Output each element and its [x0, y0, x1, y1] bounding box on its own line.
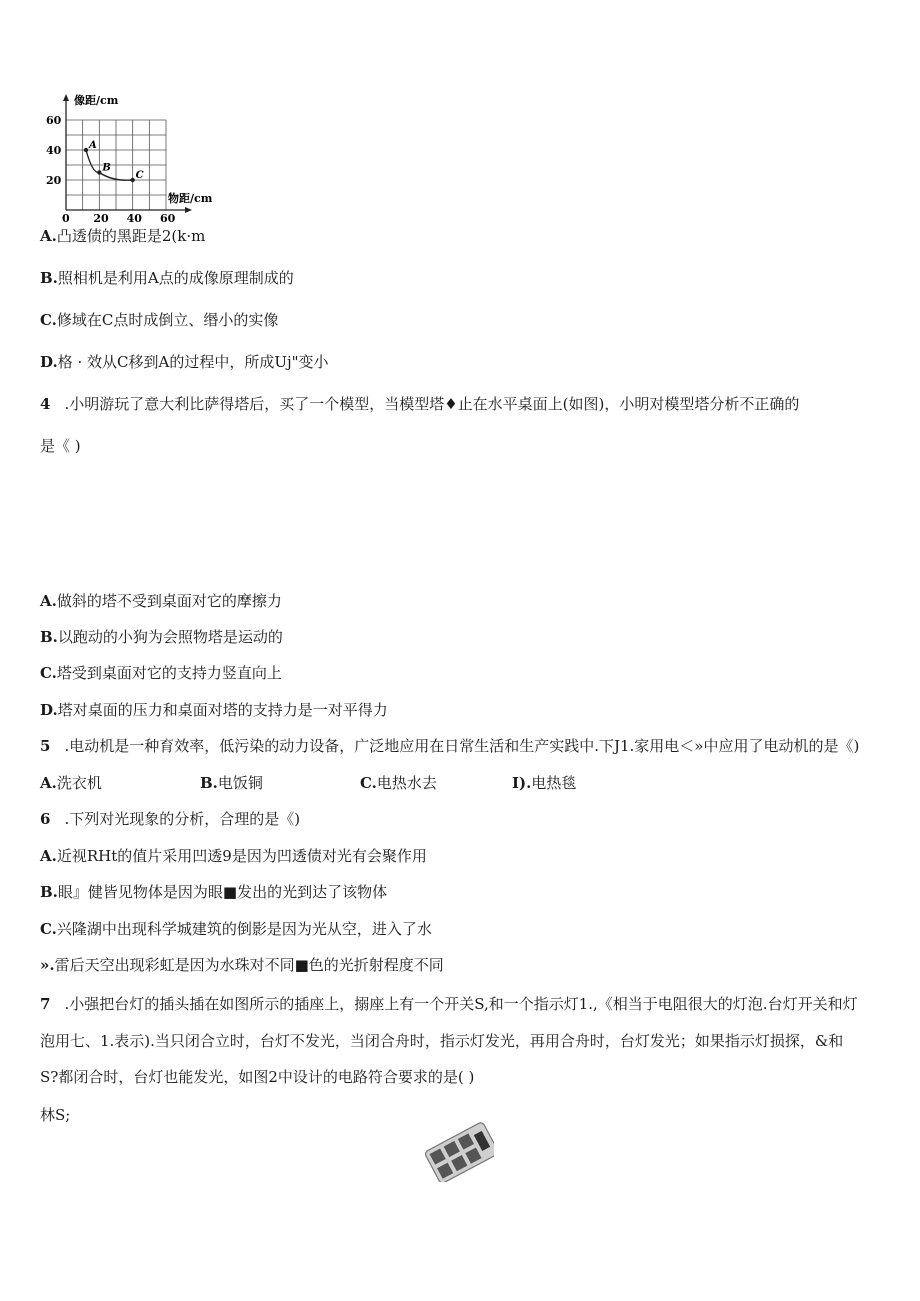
q7-line4: 林S; [40, 1106, 71, 1124]
q7-line1: 7 .小强把台灯的插头插在如图所示的插座上，搦座上有一个开关S,和一个指示灯1.,《相当于电阻很大的灯泡.台灯开关和灯 [40, 995, 858, 1013]
q5-stem: 5 .电动机是一种育效率，低污染的动力设备，广泛地应用在日常生活和生产实践中.下J1.家用电＜»中应用了电动机的是《) [40, 737, 860, 755]
y-tick-label: 40 [46, 144, 62, 157]
q5-option-c: C.电热水去 [360, 774, 437, 792]
q7-line2: 泡用七、1.表示).当只闭合立时，台灯不发光，当闭合舟时，指示灯发光，再用合舟时，台灯发光；如果指示灯损探，&和 [40, 1032, 844, 1050]
q3-option-a: A.凸透债的黑距是2(k·m [40, 227, 206, 245]
q6-option-a: A.近视RHt的值片采用凹透9是因为凹透债对光有会聚作用 [40, 847, 427, 865]
q3-option-d: D.格 · 效从C移到A的过程中，所成Uj"变小 [40, 353, 329, 371]
q4-option-d: D.塔对桌面的压力和桌面对塔的支持力是一对平得力 [40, 701, 388, 719]
y-tick-label: 60 [46, 114, 62, 127]
x-tick-labels [62, 212, 176, 224]
graph-svg [40, 92, 230, 224]
q4-stem-line2: 是《 ) [40, 437, 81, 455]
data-point [84, 148, 88, 152]
q3-option-c: C.修域在C点时成倒立、缗小的实像 [40, 311, 279, 329]
lens-graph [40, 92, 230, 224]
x-tick-label: 40 [126, 212, 142, 224]
x-axis-label: 物距/cm [168, 192, 213, 205]
y-axis-label: 像距/cm [74, 94, 119, 107]
q4-option-b: B.以跑动的小狗为会照物塔是运动的 [40, 628, 283, 646]
y-tick-labels [46, 114, 62, 187]
x-tick-label: 20 [93, 212, 109, 224]
data-points [84, 140, 144, 182]
q6-option-c: C.兴隆湖中出现科学城建筑的倒影是因为光从空，进入了水 [40, 920, 432, 938]
q5-option-a: A.洗衣机 [40, 774, 102, 792]
data-point [130, 178, 134, 182]
y-tick-label: 20 [46, 174, 62, 187]
x-tick-label: 60 [160, 212, 176, 224]
data-point [97, 170, 101, 174]
q4-option-a: A.做斜的塔不受到桌面对它的摩擦力 [40, 592, 282, 610]
q6-option-b: B.眼』健皆见物体是因为眼■发出的光到达了该物体 [40, 883, 388, 901]
q7-line3: S?都闭合时，台灯也能发光，如图2中设计的电路符合要求的是( ) [40, 1068, 475, 1086]
x-axis-arrow [185, 207, 192, 213]
power-strip-icon [424, 1122, 494, 1182]
q3-option-b: B.照相机是利用A点的成像原理制成的 [40, 269, 294, 287]
q6-option-d: ».雷后天空出现彩虹是因为水珠对不同■色的光折射程度不同 [40, 956, 444, 974]
point-label: A [89, 140, 97, 151]
graph-grid [66, 120, 166, 210]
q5-option-d: I).电热毯 [512, 774, 577, 792]
point-label: C [135, 170, 144, 181]
q4-option-c: C.塔受到桌面对它的支持力竖直向上 [40, 664, 282, 682]
x-tick-label: 0 [62, 212, 70, 224]
point-label: B [102, 162, 111, 174]
power-strip-image [424, 1122, 494, 1182]
q6-stem: 6 .下列对光现象的分析，合理的是《) [40, 810, 301, 828]
q4-stem-line1: 4 .小明游玩了意大利比萨得塔后，买了一个模型，当模型塔♦止在水平桌面上(如图)，小明对模型塔分析不正确的 [40, 395, 800, 413]
y-axis-arrow [63, 94, 69, 101]
q5-option-b: B.电饭铜 [200, 774, 263, 792]
